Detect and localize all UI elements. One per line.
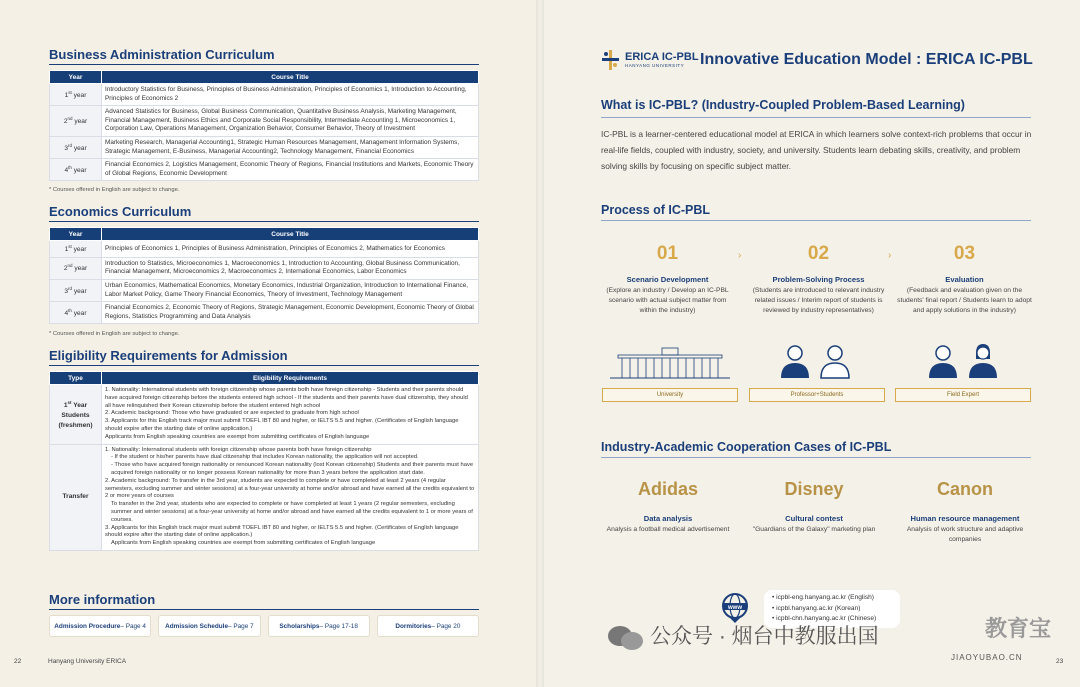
scholarships-link[interactable]: Scholarships – Page 17-18 [268, 615, 370, 637]
right-page-number: 23 [1056, 658, 1064, 665]
table-row: 1st year Principles of Economics 1, Principles of Business Administration, Principles of Economics 2, Mathematics for Economics [50, 241, 479, 258]
col-header-year: Year [50, 71, 102, 84]
case-canon: Canon Human resource management Analysis of work structure and adaptive companies [906, 479, 1024, 543]
dormitories-link[interactable]: Dormitories – Page 20 [377, 615, 479, 637]
table-row [50, 444, 479, 550]
table-row: 1st year Introductory Statistics for Business, Principles of Business Administration, Principles of Economics 1, Introduction to Accounting, Principles of Economics 2 [50, 84, 479, 106]
divider [49, 221, 479, 222]
wechat-icon [606, 624, 646, 652]
col-header-requirements: Eligibility Requirements [102, 372, 479, 385]
business-note: * Courses offered in English are subject to change. [49, 187, 180, 193]
left-page-number: 22 [14, 658, 22, 665]
field-expert-label: Field Expert [895, 388, 1031, 402]
table-row: 3rd year Urban Economics, Mathematical Economics, Monetary Economics, Industrial Organization, Introduction to International Finance, Labor Market Policy, Game Theory Financial Economics, Theory of Investment, Technology Management [50, 279, 479, 301]
eligibility-table [49, 371, 479, 551]
main-title: Innovative Education Model : ERICA IC-PBL [700, 51, 1033, 68]
col-header-course-title: Course Title [102, 71, 479, 84]
admission-schedule-link[interactable]: Admission Schedule – Page 7 [158, 615, 260, 637]
link-chinese[interactable]: • icpbl-chn.hanyang.ac.kr (Chinese) [772, 615, 877, 622]
admission-procedure-link[interactable]: Admission Procedure – Page 4 [49, 615, 151, 637]
transfer-type: Transfer [50, 444, 102, 550]
logo-mark-icon [601, 49, 621, 71]
left-footer-brand: Hanyang University ERICA [48, 658, 127, 665]
case-adidas: Adidas Data analysis Analysis a football medical advertisement [606, 479, 730, 533]
cases-title: Industry-Academic Cooperation Cases of IC-PBL [601, 440, 892, 454]
table-row: 3rd year Marketing Research, Managerial Accounting1, Strategic Human Resources Management, Management Information Systems, Strategic Management, E-Business, Managerial Accounting2, Technology Management, Financial Economics [50, 136, 479, 158]
link-english[interactable]: • icpbl-eng.hanyang.ac.kr (English) [772, 594, 875, 601]
freshmen-type: 1st Year Students (freshmen) [50, 385, 102, 445]
book-spine [536, 0, 544, 687]
chevron-right-icon: › [888, 250, 892, 261]
col-header-year: Year [50, 228, 102, 241]
university-building-icon [610, 345, 730, 380]
process-step-3: 03 Evaluation (Feedback and evaluation given on the students' final report / Students learn to adopt and apply solutions in the industry) [897, 243, 1032, 314]
table-row: 4th year Financial Economics 2, Economic Theory of Regions, Strategic Management, Economic Development, Economic Theory of Global Regions, Statistics Programming and Data Analysis [50, 302, 479, 324]
business-curriculum-table [49, 70, 479, 181]
what-is-icpbl-title: What is IC-PBL? (Industry-Coupled Problem-Based Learning) [601, 98, 965, 112]
chevron-right-icon: › [738, 250, 742, 261]
case-disney: Disney Cultural contest "Guardians of the Galaxy" marketing plan [752, 479, 876, 533]
more-information-title: More information [49, 592, 156, 607]
erica-icpbl-logo: ERICA IC-PBL HANYANG UNIVERSITY [601, 49, 699, 71]
process-title: Process of IC-PBL [601, 203, 711, 217]
economics-note: * Courses offered in English are subject to change. [49, 331, 180, 337]
link-korean[interactable]: • icpbl.hanyang.ac.kr (Korean) [772, 604, 861, 612]
professor-students-label: Professor+Students [749, 388, 885, 402]
table-row: 2nd year Advanced Statistics for Business, Global Business Communication, Quantitative Business Analysis, Marketing Management, Financial Management, Business Ethics and Corporate Social Responsibility, Intermediate Accounting 1, Microeconomics 1, Corporation Law, Operations Management, Organization Behavior, Consumer Behavior, Theory of Investment [50, 106, 479, 137]
svg-text:www: www [727, 605, 743, 611]
economics-curriculum-table [49, 227, 479, 324]
table-row: 4th year Financial Economics 2, Logistics Management, Economic Theory of Regions, Financial Institutions and Markets, Economic Theory of Global Regions, Economic Development [50, 159, 479, 181]
watermark-url: JIAOYUBAO.CN [951, 653, 1023, 662]
watermark-text: 公众号 · 烟台中教服出国 [650, 625, 879, 648]
transfer-requirements: 1. Nationality: International students with foreign citizenship whose parents both have foreign citizenship - If the student or his/her parents have dual citizenship that includes Korean nationality, the application will not accepted. - Those who have acquired foreign nationality or renounced Korean nationality (lost Korean citizenship) Students and their parents must have acquired foreign nationality or no longer possess Korean nationality for more than 3 years before the application start date. 2. Academic background: To transfer in the 3rd year, students are expected to complete or have completed at least 2 years (4 regular semesters, excluding summer and winter sessions) at a four-year university at home and/or abroad and have earned all the credits equivalent to 2 or more years of courses To transfer in the 2nd year, students who are expected to complete or have completed at least 1 years (2 regular semesters, excluding summer and winter sessions) at a four-year university at home and/or abroad and have earned all the credits equivalent to 1 or more years of courses. 3. Applicants for this English track major must submit TOEFL IBT 80 and higher, or IELTS 5.5 and higher. (Certificates of English language should expire after the starting date of online application.) Applicants from English speaking countries are exempt from submitting certificates of English language [102, 444, 479, 550]
professor-students-icon [777, 343, 857, 379]
eligibility-title: Eligibility Requirements for Admission [49, 348, 288, 363]
divider [601, 117, 1031, 118]
col-header-type: Type [50, 372, 102, 385]
what-is-icpbl-body: IC-PBL is a learner-centered educational model at ERICA in which learners solve context-rich problems that occur in real-life fields, coupled with industry, society, and university. Students learn debating skills, creativity, and problem solving skills by focusing on specific subject matter. [601, 129, 1032, 171]
divider [601, 457, 1031, 458]
divider [49, 365, 479, 366]
process-step-1: 01 Scenario Development (Explore an industry / Develop an IC-PBL scenario with actual subject matter from within the industry) [606, 243, 729, 314]
divider [49, 609, 479, 610]
university-label: University [602, 388, 738, 402]
watermark-logo: 教育宝 [985, 616, 1052, 641]
table-row: 2nd year Introduction to Statistics, Microeconomics 1, Macroeconomics 1, Introduction to Accounting, Global Business Communication, Financial Management, Microeconomics 2, Macroeconomics 2, International Economics, Labor Economics [50, 257, 479, 279]
economics-curriculum-title: Economics Curriculum [49, 204, 192, 219]
process-step-2: 02 Problem-Solving Process (Students are introduced to relevant industry related issues / Interim report of students is reviewed by industry representatives) [752, 243, 885, 314]
freshmen-requirements: 1. Nationality: International students with foreign citizenship whose parents both have foreign citizenship - Students and their parents should have acquired foreign citizenship before the students entered high school - If the students and their parents have dual citizenship, they should all have relinquished their Korean citizenship before the student entered high school 2. Academic background: Those who have graduated or are expected to graduate from high school 3. Applicants for this English track major must submit TOEFL IBT 80 and higher, or IELTS 5.5 and higher. (Certificates of English language should expire after the starting date of online application.) Applicants from English speaking countries are exempt from submitting certificates of English language [102, 385, 479, 445]
table-row [50, 385, 479, 445]
divider [601, 220, 1031, 221]
field-expert-icon [925, 343, 1005, 379]
business-curriculum-title: Business Administration Curriculum [49, 47, 275, 62]
more-information-links [49, 615, 479, 637]
col-header-course-title: Course Title [102, 228, 479, 241]
divider [49, 64, 479, 65]
